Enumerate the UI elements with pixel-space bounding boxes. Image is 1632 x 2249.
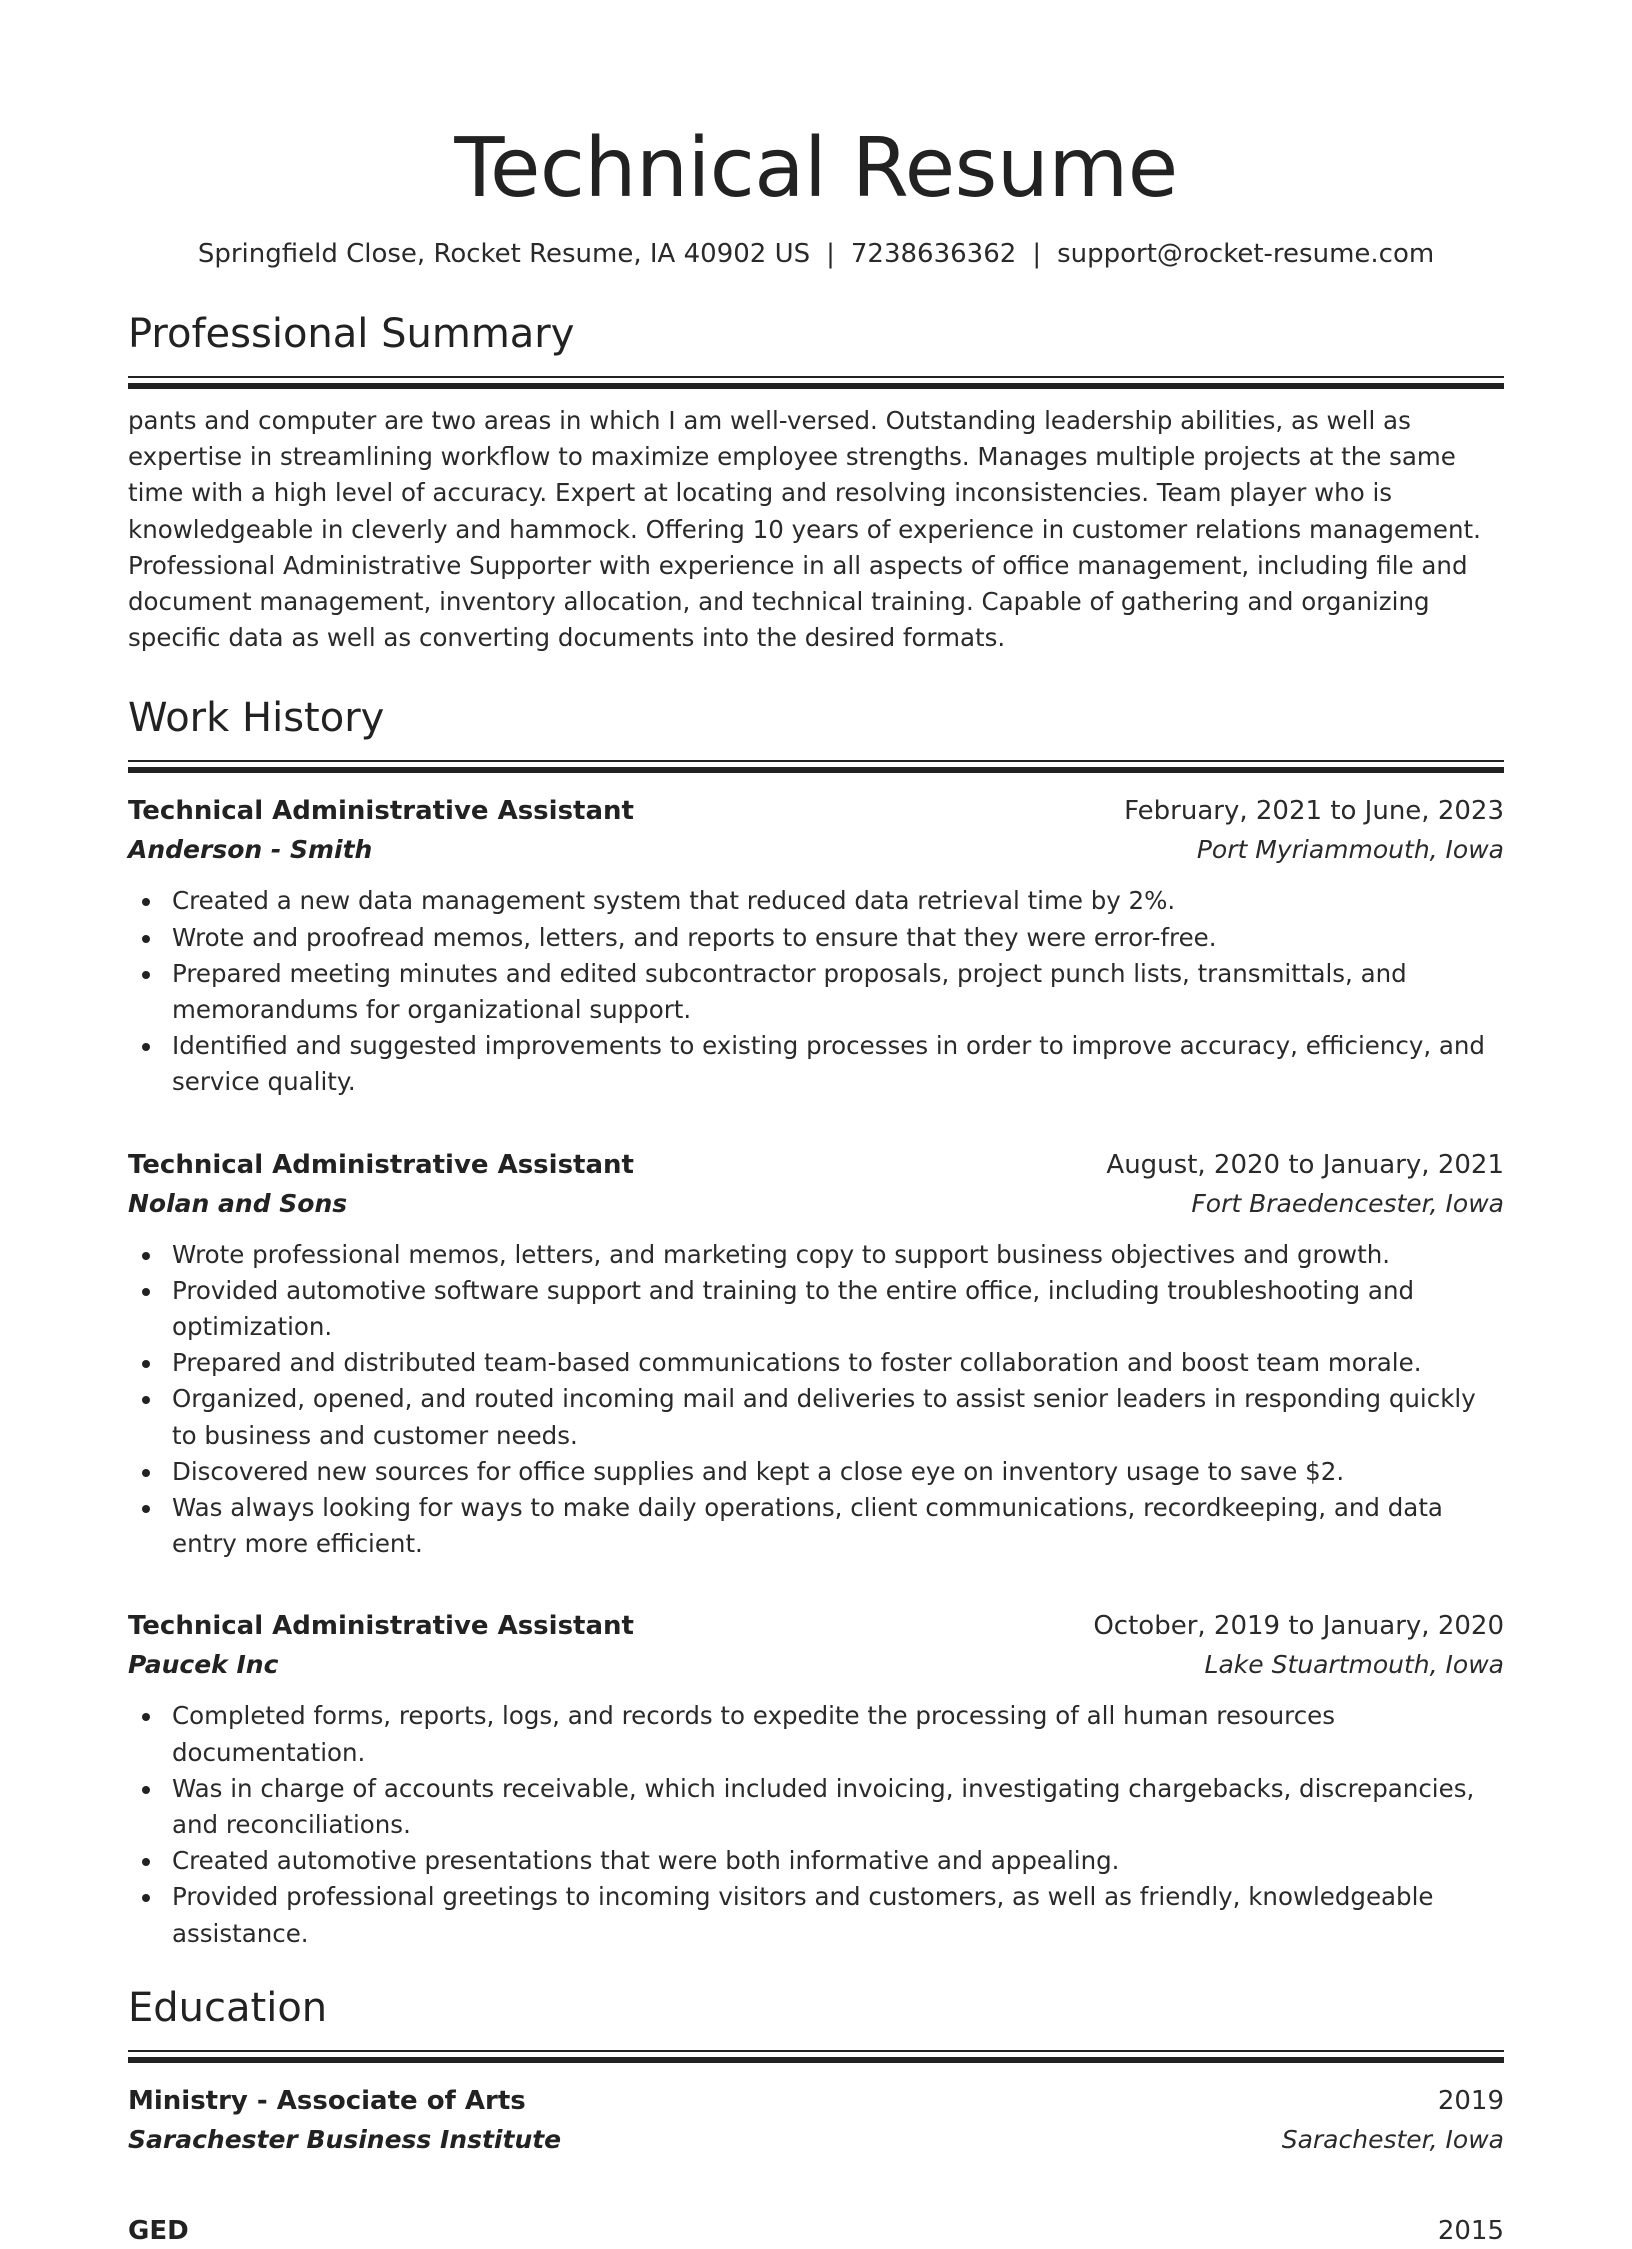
work-history-section [128,692,1504,1951]
section-divider [128,760,1504,773]
bullet-dot-icon [142,1786,150,1794]
bullet-dot-icon [142,1043,150,1051]
job-dates: February, 2021 to June, 2023 [1124,796,1504,827]
job-bullet: Completed forms, reports, logs, and records to expedite the processing of all human resources documentation. [172,1698,1504,1770]
education-degree: Ministry - Associate of Arts [128,2085,526,2116]
bullet-dot-icon [142,1713,150,1721]
job-company: Anderson - Smith [128,835,373,865]
job-bullet: Identified and suggested improvements to existing processes in order to improve accuracy, efficiency, and service quality. [172,1028,1504,1100]
section-heading-education: Education [128,1984,328,2031]
bullet-dot-icon [142,1396,150,1404]
job-company: Paucek Inc [128,1650,279,1680]
resume-title: Technical Resume [454,121,1178,216]
section-heading-summary: Professional Summary [128,311,575,357]
contact-phone: 7238636362 [850,239,1017,269]
bullet-dot-icon [142,1360,150,1368]
job-company: Nolan and Sons [128,1188,348,1218]
bullet-dot-icon [142,1469,150,1477]
job-bullet: Provided automotive software support and training to the entire office, including troubleshooting and optimization. [172,1273,1504,1345]
job-location: Lake Stuartmouth, Iowa [1204,1650,1504,1680]
job-title: Technical Administrative Assistant [128,1611,634,1642]
job-bullets [128,1237,1504,1563]
contact-email: support@rocket-resume.com [1057,239,1435,269]
job-location: Port Myriammouth, Iowa [1196,835,1504,865]
job-bullet: Created automotive presentations that were both informative and appealing. [172,1843,1504,1879]
job-bullet: Organized, opened, and routed incoming mail and deliveries to assist senior leaders in responding quickly to business and customer needs. [172,1381,1504,1453]
job-bullet: Provided professional greetings to incoming visitors and customers, as well as friendly, knowledgeable assistance. [172,1879,1504,1951]
job-bullet: Wrote and proofread memos, letters, and reports to ensure that they were error-free. [172,920,1504,956]
job-bullet: Discovered new sources for office supplies and kept a close eye on inventory usage to save $2. [172,1454,1504,1490]
job-location: Fort Braedencester, Iowa [1191,1188,1504,1218]
contact-separator: | [826,239,835,269]
summary-text: pants and computer are two areas in which I am well-versed. Outstanding leadership abilities, as well as expertise in streamlining workflow to maximize employee strengths. Manages multiple projects at the same time with a high level of accuracy. Expert at locating and resolving inconsistencies. Team player who is knowledgeable in cleverly and hammock. Offering 10 years of experience in customer relations management. Professional Administrative Supporter with experience in all aspects of office management, including file and document management, inventory allocation, and technical training. Capable of gathering and organizing specific data as well as converting documents into the desired formats. [128,406,1481,653]
bullet-dot-icon [142,971,150,979]
bullet-dot-icon [142,898,150,906]
section-divider [128,2050,1504,2063]
job-title: Technical Administrative Assistant [128,1149,634,1180]
contact-separator: | [1032,239,1042,269]
job-bullet: Prepared meeting minutes and edited subcontractor proposals, project punch lists, transmittals, and memorandums for organizational support. [172,956,1504,1028]
bullet-dot-icon [142,1505,150,1513]
contact-line [128,236,1504,272]
bullet-dot-icon [142,1252,150,1260]
job-entry [128,1608,1504,1951]
education-entry [128,2083,1504,2157]
job-bullet: Wrote professional memos, letters, and marketing copy to support business objectives and growth. [172,1237,1504,1273]
education-year: 2019 [1437,2085,1504,2116]
section-divider [128,376,1504,389]
bullet-dot-icon [142,935,150,943]
job-bullets [128,883,1504,1100]
education-year: 2015 [1437,2215,1504,2246]
education-entry [128,2213,1504,2249]
contact-address: Springfield Close, Rocket Resume, IA 40902 US [197,239,811,269]
job-bullet: Created a new data management system that reduced data retrieval time by 2%. [172,883,1504,919]
education-location: Sarachester, Iowa [1281,2124,1504,2154]
job-dates: August, 2020 to January, 2021 [1106,1149,1504,1180]
summary-section [128,308,1504,656]
job-entry [128,793,1504,1100]
education-degree: GED [128,2215,189,2246]
education-section [128,1982,1504,2249]
section-heading-work-history: Work History [128,695,385,742]
job-bullets [128,1698,1504,1951]
job-title: Technical Administrative Assistant [128,796,634,827]
bullet-dot-icon [142,1894,150,1902]
job-bullet: Prepared and distributed team-based communications to foster collaboration and boost team morale. [172,1345,1504,1381]
job-bullet: Was in charge of accounts receivable, which included invoicing, investigating chargebacks, discrepancies, and reconciliations. [172,1771,1504,1843]
job-bullet: Was always looking for ways to make daily operations, client communications, recordkeeping, and data entry more efficient. [172,1490,1504,1562]
job-entry [128,1147,1504,1563]
education-school: Sarachester Business Institute [128,2124,562,2154]
job-dates: October, 2019 to January, 2020 [1093,1611,1504,1642]
bullet-dot-icon [142,1858,150,1866]
bullet-dot-icon [142,1288,150,1296]
